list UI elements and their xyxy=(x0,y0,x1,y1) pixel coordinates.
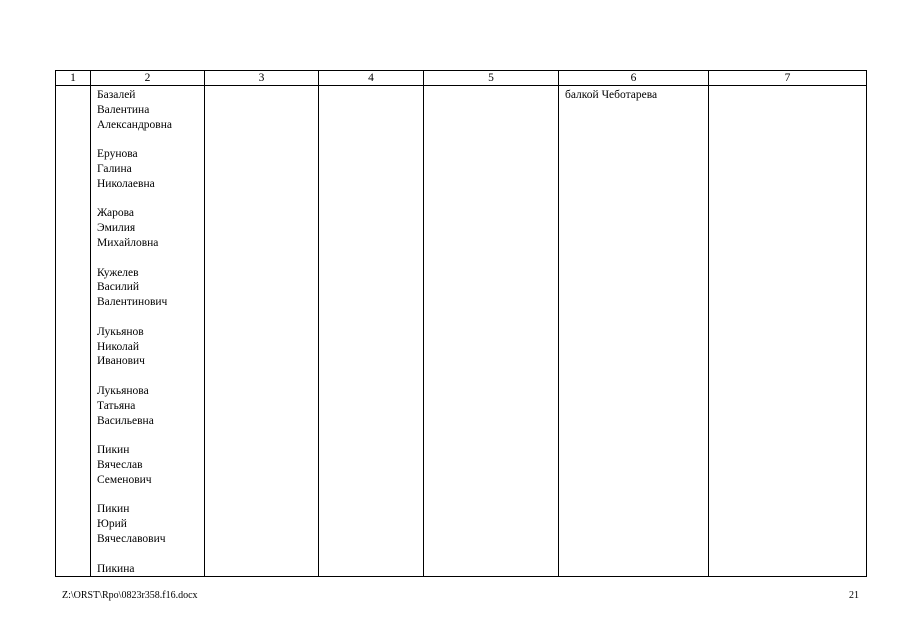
cell-col-1 xyxy=(56,86,91,577)
data-table xyxy=(55,70,867,577)
surname: Пикина xyxy=(97,562,135,575)
patronymic: Вячеславович xyxy=(97,532,166,545)
header-row xyxy=(56,71,867,86)
first-name: Эмилия xyxy=(97,222,136,235)
column-header-2: 2 xyxy=(91,71,205,86)
person-entry xyxy=(97,502,204,546)
column-header-6: 6 xyxy=(559,71,709,86)
first-name: Николай xyxy=(97,340,140,353)
patronymic: Васильевна xyxy=(97,414,154,427)
first-name: Василий xyxy=(97,281,140,294)
person-entry xyxy=(97,147,204,191)
surname: Жарова xyxy=(97,207,135,220)
patronymic: Валентинович xyxy=(97,296,168,309)
cell-col-2 xyxy=(91,86,205,577)
cell-col-6 xyxy=(559,86,709,577)
column-header-5: 5 xyxy=(424,71,559,86)
footer-file-path: Z:\ORST\Rpo\0823r358.f16.docx xyxy=(62,590,198,601)
person-entry xyxy=(97,266,204,310)
names-list xyxy=(91,86,204,576)
patronymic: Михайловна xyxy=(97,236,159,249)
cell-col-5 xyxy=(424,86,559,577)
column-header-3: 3 xyxy=(205,71,319,86)
footer-page-number: 21 xyxy=(849,590,859,601)
person-entry xyxy=(97,88,204,132)
first-name: Татьяна xyxy=(97,399,136,412)
surname: Ерунова xyxy=(97,148,138,161)
location-note: балкой Чеботарева xyxy=(565,89,658,101)
patronymic: Иванович xyxy=(97,355,145,368)
column-header-1: 1 xyxy=(56,71,91,86)
surname: Лукьянова xyxy=(97,384,149,397)
cell-col-3 xyxy=(205,86,319,577)
surname: Лукьянов xyxy=(97,325,144,338)
table-row xyxy=(56,86,867,577)
person-entry xyxy=(97,384,204,428)
cell-col-7 xyxy=(709,86,867,577)
patronymic: Семенович xyxy=(97,473,152,486)
surname: Пикин xyxy=(97,503,130,516)
first-name: Галина xyxy=(97,162,132,175)
surname: Пикин xyxy=(97,444,130,457)
person-entry xyxy=(97,443,204,487)
surname: Базалей xyxy=(97,89,136,101)
patronymic: Николаевна xyxy=(97,177,155,190)
patronymic: Александровна xyxy=(97,118,172,131)
column-header-4: 4 xyxy=(319,71,424,86)
person-entry xyxy=(97,206,204,250)
first-name: Вячеслав xyxy=(97,458,143,471)
person-entry xyxy=(97,562,204,577)
first-name: Валентина xyxy=(97,103,150,116)
surname: Кужелев xyxy=(97,266,139,279)
cell-col-4 xyxy=(319,86,424,577)
first-name: Юрий xyxy=(97,518,127,531)
person-entry xyxy=(97,325,204,369)
column-header-7: 7 xyxy=(709,71,867,86)
